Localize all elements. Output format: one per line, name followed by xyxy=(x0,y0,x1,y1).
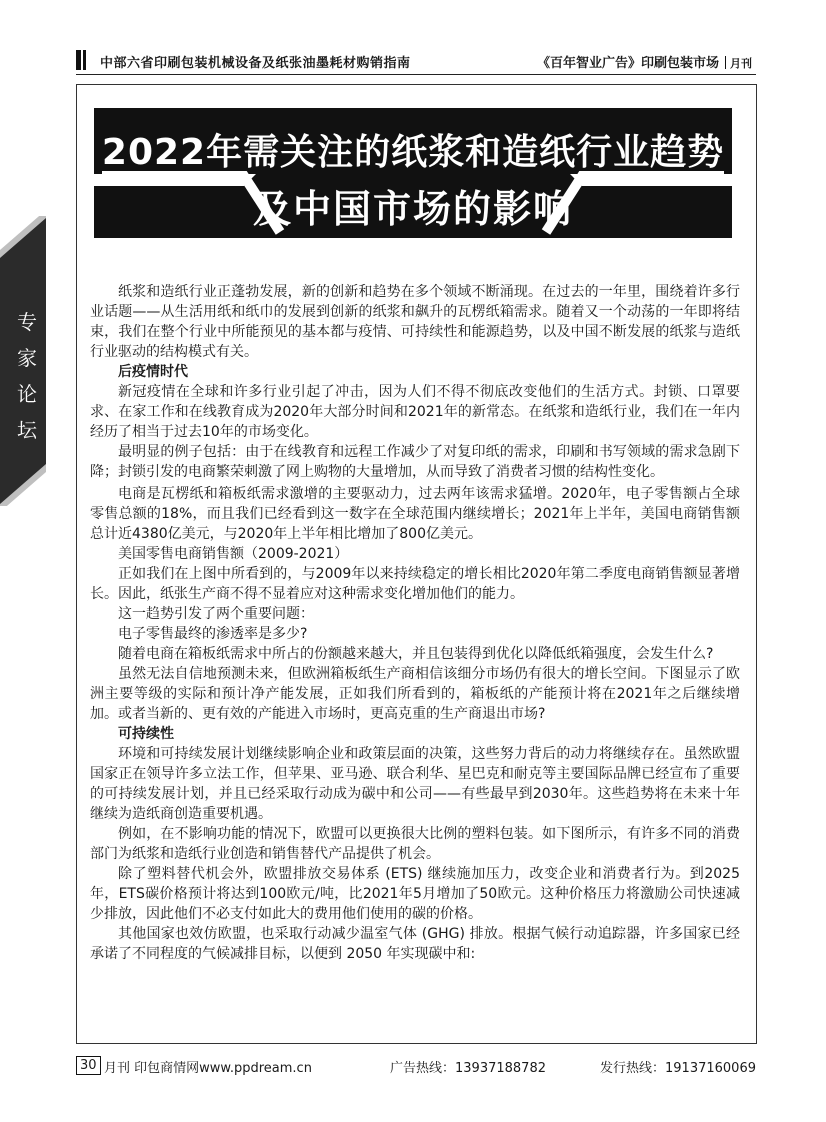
page-header xyxy=(76,46,756,76)
chart-caption: 美国零售电商销售额（2009-2021） xyxy=(118,546,349,562)
body-paragraph: 这一趋势引发了两个重要问题： xyxy=(118,606,314,622)
body-paragraph: 除了塑料替代机会外，欧盟排放交易体系 (ETS) 继续施加压力，改变企业和消费者行为。到2025年，ETS碳价格预计将达到100欧元/吨，比2021年5月增加了50欧元。这种价格压力将激励公司快速减少排放，因此他们不必支付如此大的费用他们使用的碳的价格。 xyxy=(90,866,740,922)
article-title-line2: 及中国市场的影响 xyxy=(252,187,573,231)
side-tab-char: 坛 xyxy=(17,418,37,442)
article-body xyxy=(90,280,740,964)
section-side-tab xyxy=(0,216,52,506)
body-paragraph: 例如，在不影响功能的情况下，欧盟可以更换很大比例的塑料包装。如下图所示，有许多不同的消费部门为纸浆和造纸行业创造和销售替代产品提供了机会。 xyxy=(90,826,740,862)
footer-ad-hotline: 广告热线：13937188782 xyxy=(390,1061,546,1076)
body-paragraph: 最明显的例子包括：由于在线教育和远程工作减少了对复印纸的需求，印刷和书写领域的需求急剧下降；封锁引发的电商繁荣刺激了网上购物的大量增加，从而导致了消费者习惯的结构性变化。 xyxy=(90,444,740,480)
article-title-line1: 2022年需关注的纸浆和造纸行业趋势 xyxy=(101,132,725,173)
body-paragraph: 其他国家也效仿欧盟，也采取行动减少温室气体 (GHG) 排放。根据气候行动追踪器，许多国家已经承诺了不同程度的气候减排目标，以便到 2050 年实现碳中和: xyxy=(90,926,740,962)
header-magazine-title xyxy=(537,52,752,71)
footer-website: 月刊 印包商情网www.ppdream.cn xyxy=(104,1061,312,1076)
header-publication-guide: 中部六省印刷包装机械设备及纸张油墨耗材购销指南 xyxy=(100,56,411,71)
body-paragraph: 随着电商在箱板纸需求中所占的份额越来越大，并且包装得到优化以降低纸箱强度，会发生什么? xyxy=(118,646,714,662)
footer-distribution-hotline: 发行热线：19137160069 xyxy=(600,1061,756,1076)
body-paragraph: 电子零售最终的渗透率是多少? xyxy=(118,626,308,642)
body-paragraph: 纸浆和造纸行业正蓬勃发展，新的创新和趋势在多个领域不断涌现。在过去的一年里，围绕着许多行业话题——从生活用纸和纸巾的发展到创新的纸浆和飙升的瓦楞纸箱需求。随着又一个动荡的一年即将结束，我们在整个行业中所能预见的基本都与疫情、可持续性和能源趋势，以及中国不断发展的纸浆与造纸行业驱动的结构模式有关。 xyxy=(90,284,740,360)
side-tab-label xyxy=(12,304,42,448)
body-paragraph: 电商是瓦楞纸和箱板纸需求激增的主要驱动力，过去两年该需求猛增。2020年，电子零售额占全球零售总额的18%，而且我们已经看到这一数字在全球范围内继续增长；2021年上半年，美国电商销售额总计近4380亿美元，与2020年上半年相比增加了800亿美元。 xyxy=(90,486,740,542)
header-magazine-name: 《百年智业广告》印刷包装市场 xyxy=(536,56,719,71)
header-bar-mark xyxy=(76,50,86,70)
side-tab-char: 家 xyxy=(17,346,37,370)
body-paragraph: 新冠疫情在全球和许多行业引起了冲击，因为人们不得不彻底改变他们的生活方式。封锁、口罩要求、在家工作和在线教育成为2020年大部分时间和2021年的新常态。在纸浆和造纸行业，我们在一年内经历了相当于过去10年的市场变化。 xyxy=(90,384,740,440)
body-paragraph: 正如我们在上图中所看到的，与2009年以来持续稳定的增长相比2020年第二季度电商销售额显著增长。因此，纸张生产商不得不显着应对这种需求变化增加他们的能力。 xyxy=(90,566,740,602)
header-divider xyxy=(76,74,756,75)
body-paragraph: 环境和可持续发展计划继续影响企业和政策层面的决策，这些努力背后的动力将继续存在。虽然欧盟国家正在领导许多立法工作，但苹果、亚马逊、联合利华、星巴克和耐克等主要国际品牌已经宣布了重要的可持续发展计划，并且已经采取行动成为碳中和公司——有些最早到2030年。这些趋势将在未来十年继续为造纸商创造重要机遇。 xyxy=(90,746,740,822)
body-paragraph: 虽然无法自信地预测未来，但欧洲箱板纸生产商相信该细分市场仍有很大的增长空间。下图显示了欧洲主要等级的实际和预计净产能发展，正如我们所看到的，箱板纸的产能预计将在2021年之后继续增加。或者当新的、更有效的产能进入市场时，更高克重的生产商退出市场? xyxy=(90,666,740,722)
header-monthly-label: 月刊 xyxy=(730,57,752,70)
page-footer xyxy=(76,1056,756,1080)
article-title-banner xyxy=(94,108,732,238)
side-tab-char: 专 xyxy=(17,310,37,334)
side-tab-char: 论 xyxy=(17,382,37,406)
section-heading: 后疫情时代 xyxy=(118,364,188,380)
section-heading: 可持续性 xyxy=(118,726,174,742)
page-number: 30 xyxy=(76,1056,101,1075)
